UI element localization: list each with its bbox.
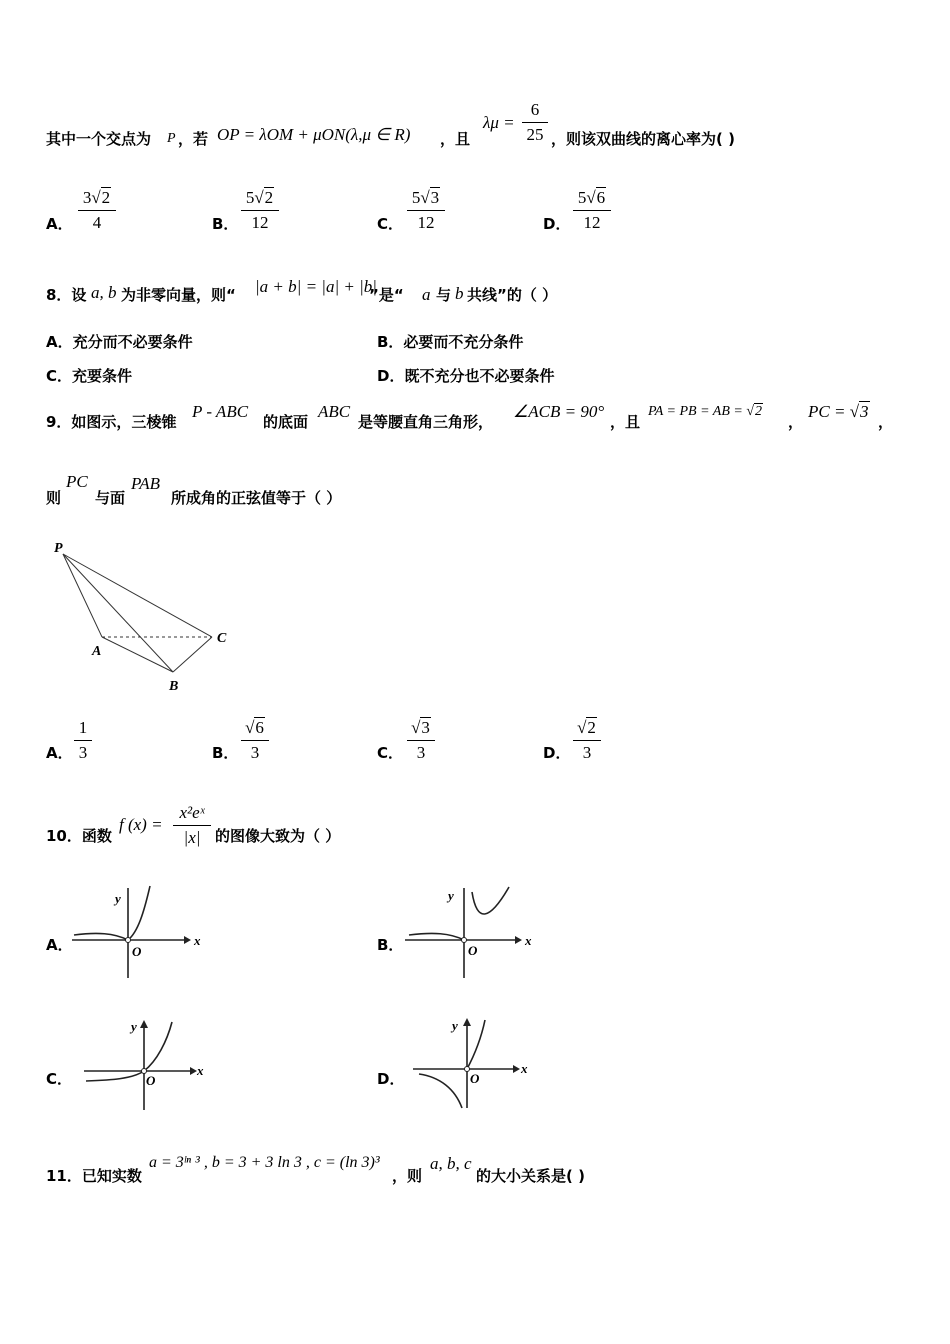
vertex-c: C	[217, 631, 227, 646]
q9-abc: ABC	[318, 402, 351, 421]
q7-option-b[interactable]: 5√2 12	[241, 188, 279, 233]
q9-lead: 9．如图示，三棱锥	[46, 413, 177, 431]
q10-graph-c[interactable]	[82, 1016, 212, 1116]
q7-lambda-mu: λμ =	[483, 113, 515, 132]
radicand: 6	[596, 188, 606, 207]
q7-if: ，若	[178, 130, 209, 148]
q7-option-label[interactable]: A．	[46, 215, 73, 233]
q9-line2a: 则	[46, 489, 62, 507]
q10-option-a[interactable]: A．	[46, 936, 73, 954]
denominator: 12	[417, 213, 435, 232]
q7-frac-num: 6	[530, 100, 540, 119]
q9-option-label[interactable]: B．	[212, 744, 239, 762]
q10-tail: 的图像大致为（ ）	[215, 827, 341, 845]
q9-pc-text: PC =	[808, 402, 850, 421]
vertex-b: B	[169, 679, 179, 694]
origin-label: O	[470, 1071, 480, 1086]
x-arrow-icon	[190, 1067, 197, 1075]
q9-text3: ，且	[610, 413, 641, 431]
q9-eq1-text: PA = PB = AB =	[648, 404, 747, 419]
origin-dot	[465, 1067, 470, 1072]
q11-expr: a = 3ˡⁿ ³ , b = 3 + 3 ln 3 , c = (ln 3)³	[149, 1154, 380, 1171]
coef: 5	[245, 188, 255, 207]
curve-right	[467, 1020, 485, 1069]
q9-pyramid-figure	[40, 535, 240, 695]
denominator: 4	[92, 213, 102, 232]
q9-pab: PAB	[131, 474, 160, 493]
edge-pc	[63, 554, 212, 637]
q8-option-b[interactable]: B．必要而不充分条件	[377, 333, 524, 351]
y-label: y	[452, 1018, 458, 1033]
origin-dot	[126, 938, 131, 943]
q9-text2: 是等腰直角三角形，	[358, 413, 494, 431]
q8-text2: ”是“	[369, 286, 404, 304]
q10-option-c[interactable]: C．	[46, 1070, 73, 1088]
x-label: x	[521, 1061, 528, 1076]
q9-option-label[interactable]: C．	[377, 744, 404, 762]
x-arrow-icon	[513, 1065, 520, 1073]
curve-left	[409, 933, 464, 940]
q11-text2: 的大小关系是( )	[476, 1167, 585, 1185]
vertex-p: P	[54, 541, 63, 556]
edge-pa	[63, 554, 102, 637]
q9-line2c: 所成角的正弦值等于（ ）	[171, 489, 342, 507]
q10-lead: 10．函数	[46, 827, 112, 845]
edge-bc	[173, 637, 212, 672]
q9-eq1: PA = PB = AB = √2	[648, 404, 763, 419]
q8-a: a	[422, 285, 431, 304]
origin-label: O	[132, 944, 142, 959]
q9-pc: PC = √3	[808, 402, 869, 421]
q8-with: 与	[436, 286, 452, 304]
origin-label: O	[468, 943, 478, 958]
q9-text4: ，	[788, 413, 804, 431]
y-label: y	[448, 888, 454, 903]
q10-graph-d[interactable]	[405, 1014, 535, 1114]
q7-option-label[interactable]: D．	[543, 215, 571, 233]
q7-and: ，且	[440, 130, 471, 148]
numerator: 1	[78, 718, 88, 737]
q7-option-label[interactable]: C．	[377, 215, 404, 233]
q9-text1: 的底面	[263, 413, 309, 431]
coef: 5	[577, 188, 587, 207]
origin-dot	[462, 938, 467, 943]
radicand: 3	[430, 188, 440, 207]
q9-option-label[interactable]: A．	[46, 744, 73, 762]
q8-text3: 共线”的（ ）	[467, 286, 558, 304]
q11-vars: a, b, c	[430, 1154, 472, 1173]
q7-suffix: ，则该双曲线的离心率为( )	[551, 130, 735, 148]
y-arrow-icon	[140, 1020, 148, 1028]
q9-option-label[interactable]: D．	[543, 744, 571, 762]
radicand: 2	[101, 188, 111, 207]
q9-angle: ∠ACB = 90°	[513, 402, 605, 421]
q9-option-a[interactable]	[74, 718, 92, 763]
radicand: 6	[255, 718, 264, 737]
q7-frac-den: 25	[526, 125, 544, 144]
x-label: x	[194, 933, 201, 948]
coef: 5	[411, 188, 421, 207]
denominator: 3	[416, 743, 426, 762]
denominator: 12	[583, 213, 601, 232]
denominator: |x|	[183, 828, 201, 847]
q8-option-d[interactable]: D．既不充分也不必要条件	[377, 367, 555, 385]
vertex-a: A	[92, 644, 102, 659]
x-label: x	[525, 933, 532, 948]
q11-text1: ，则	[392, 1167, 423, 1185]
curve-right	[472, 887, 509, 914]
radicand: 3	[860, 402, 869, 421]
q10-fx: f (x) =	[119, 815, 163, 834]
q8-text1: 为非零向量，则“	[121, 286, 236, 304]
y-label: y	[115, 891, 121, 906]
denominator: 3	[250, 743, 260, 762]
radicand: 3	[421, 718, 430, 737]
q7-vector-eq: OP = λOM + μON(λ,μ ∈ R)	[217, 125, 411, 144]
q7-point-p: P	[167, 131, 176, 146]
curve	[86, 1022, 172, 1081]
edge-pb	[63, 554, 173, 672]
q11-lead: 11．已知实数	[46, 1167, 142, 1185]
numerator: x²eˣ	[179, 803, 205, 822]
coef: 3	[82, 188, 92, 207]
curve	[74, 886, 150, 940]
q9-option-b[interactable]: √6 3	[241, 718, 269, 763]
q9-line2b: 与面	[95, 489, 126, 507]
q7-option-d[interactable]: 5√6 12	[573, 188, 611, 233]
origin-label: O	[146, 1073, 156, 1088]
q7-option-c[interactable]: 5√3 12	[407, 188, 445, 233]
y-label: y	[131, 1019, 137, 1034]
denominator: 3	[582, 743, 592, 762]
edge-ab	[102, 637, 173, 672]
q7-fraction	[522, 100, 548, 145]
q10-option-d[interactable]: D．	[377, 1070, 405, 1088]
radicand: 2	[587, 718, 596, 737]
denominator: 3	[78, 743, 88, 762]
q7-prefix: 其中一个交点为	[46, 130, 152, 148]
q8-lead: 8．设	[46, 286, 87, 304]
q9-option-d[interactable]: √2 3	[573, 718, 601, 763]
denominator: 12	[251, 213, 269, 232]
q8-b: b	[455, 284, 464, 303]
q8-option-c[interactable]: C．充要条件	[46, 367, 133, 385]
radicand: 2	[264, 188, 274, 207]
radicand: 2	[755, 404, 763, 419]
q10-graph-b[interactable]	[405, 882, 535, 982]
q8-vars: a, b	[91, 283, 117, 302]
curve-left	[419, 1074, 462, 1108]
q8-option-a[interactable]: A．充分而不必要条件	[46, 333, 193, 351]
q10-option-b[interactable]: B．	[377, 936, 404, 954]
q9-option-c[interactable]: √3 3	[407, 718, 435, 763]
x-label: x	[197, 1063, 204, 1078]
x-arrow-icon	[184, 936, 191, 944]
q9-text5: ，	[878, 413, 894, 431]
x-arrow-icon	[515, 936, 522, 944]
y-arrow-icon	[463, 1018, 471, 1026]
q9-pc2: PC	[66, 472, 88, 491]
q7-option-label[interactable]: B．	[212, 215, 239, 233]
q10-graph-a[interactable]	[72, 882, 202, 982]
q7-option-a[interactable]: 3√2 4	[78, 188, 116, 233]
q8-expr: |a + b| = |a| + |b|	[255, 277, 377, 296]
q10-fraction	[173, 803, 211, 848]
q9-pyramid: P - ABC	[192, 402, 249, 421]
